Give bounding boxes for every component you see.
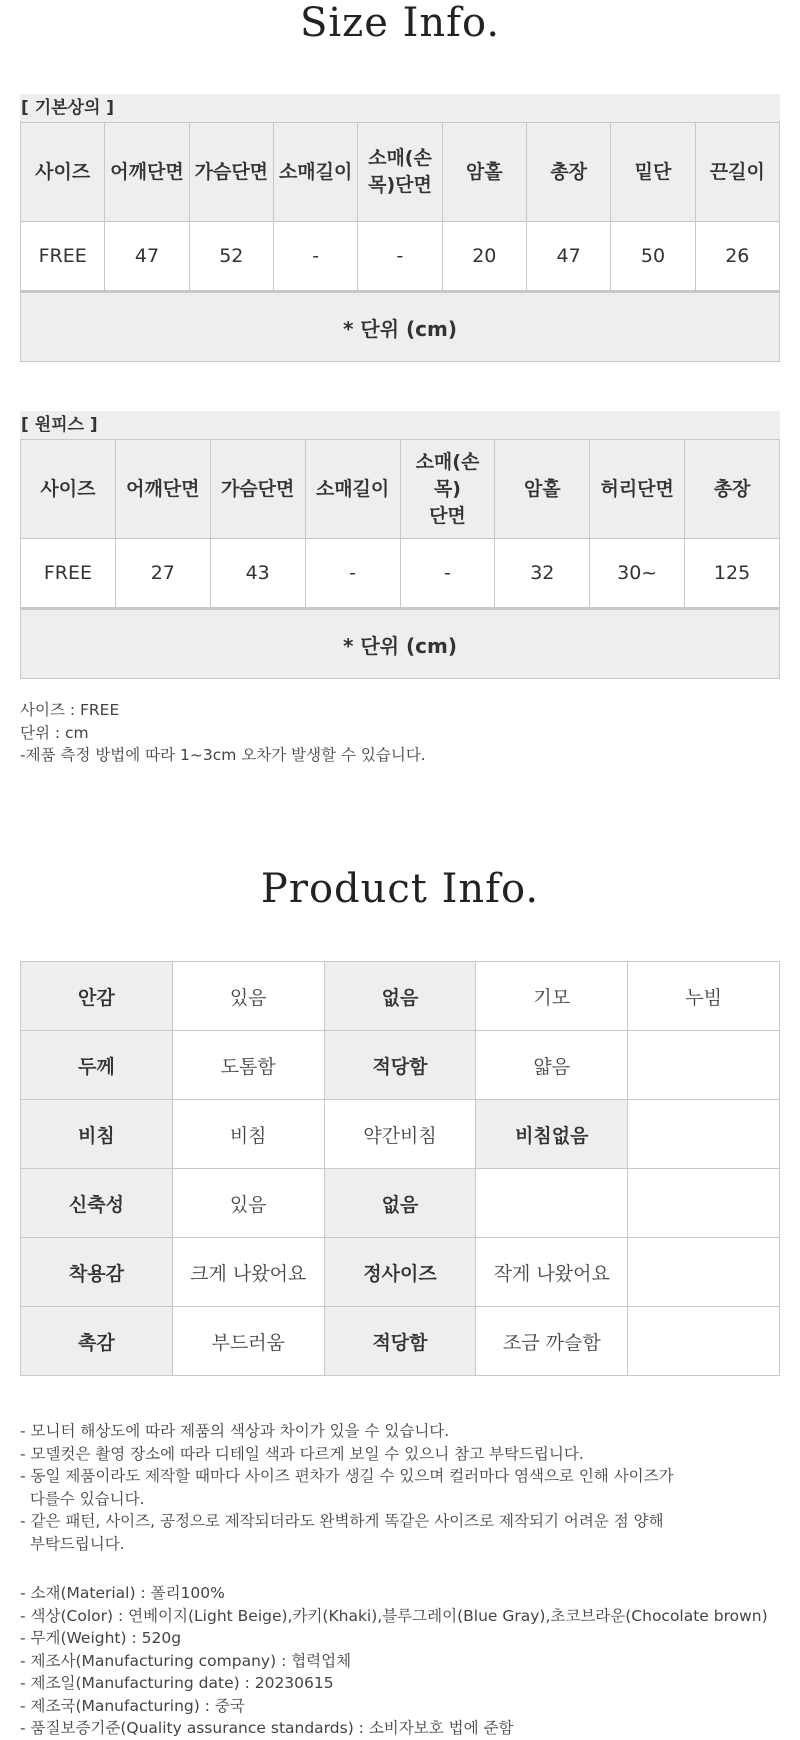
- size-note-line: -제품 측정 방법에 따라 1~3cm 오차가 발생할 수 있습니다.: [20, 746, 426, 764]
- product-attribute-option: [628, 1307, 780, 1376]
- product-info-row: [21, 1100, 780, 1169]
- size-value-cell: -: [358, 222, 442, 292]
- product-note-line: 부탁드립니다.: [20, 1534, 125, 1553]
- size-header-cell: 어깨단면: [105, 123, 189, 222]
- size-header-row: [21, 123, 780, 222]
- size-header-row: [21, 440, 780, 539]
- product-attribute-option: 적당함: [324, 1031, 476, 1100]
- size-header-cell: 소매길이: [305, 440, 400, 539]
- product-attribute-option: [476, 1169, 628, 1238]
- size-value-cell: FREE: [21, 539, 116, 609]
- spec-line-quality: - 품질보증기준(Quality assurance standards) : 소비자보호 법에 준함: [20, 1719, 514, 1737]
- size-value-cell: -: [273, 222, 357, 292]
- size-notes: [20, 699, 790, 767]
- size-value-cell: 47: [526, 222, 610, 292]
- product-attribute-option: 부드러움: [172, 1307, 324, 1376]
- size-header-cell: 소매(손 목)단면: [358, 123, 442, 222]
- size-header-cell: 밑단: [611, 123, 695, 222]
- size-value-cell: FREE: [21, 222, 105, 292]
- size-value-cell: 52: [189, 222, 273, 292]
- product-attribute-label: 신축성: [21, 1169, 173, 1238]
- size-header-cell: 암홀: [442, 123, 526, 222]
- size-value-cell: 47: [105, 222, 189, 292]
- product-info-row: [21, 1307, 780, 1376]
- product-info-row: [21, 1238, 780, 1307]
- product-attribute-label: 안감: [21, 962, 173, 1031]
- product-attribute-option: 누빔: [628, 962, 780, 1031]
- size-value-cell: 30~: [590, 539, 685, 609]
- unit-row: [21, 609, 780, 679]
- product-info-row: [21, 1169, 780, 1238]
- product-specs: [20, 1582, 790, 1740]
- product-attribute-option: 없음: [324, 962, 476, 1031]
- size-header-cell: 사이즈: [21, 123, 105, 222]
- unit-label: * 단위 (cm): [21, 292, 780, 362]
- size-note-line: 사이즈 : FREE: [20, 701, 120, 719]
- product-attribute-option: 정사이즈: [324, 1238, 476, 1307]
- product-notes: [20, 1420, 790, 1555]
- table-caption-onepiece: [ 원피스 ]: [20, 411, 780, 439]
- product-attribute-option: 약간비침: [324, 1100, 476, 1169]
- product-note-line: - 모델컷은 촬영 장소에 따라 디테일 색과 다르게 보일 수 있으니 참고 부탁드립니다.: [20, 1444, 584, 1463]
- product-attribute-option: 크게 나왔어요: [172, 1238, 324, 1307]
- product-attribute-option: 있음: [172, 962, 324, 1031]
- product-attribute-option: [628, 1031, 780, 1100]
- product-attribute-option: 도톰함: [172, 1031, 324, 1100]
- product-note-line: - 같은 패턴, 사이즈, 공정으로 제작되더라도 완벽하게 똑같은 사이즈로 제작되기 어려운 점 양해: [20, 1512, 664, 1530]
- product-info-title: Product Info.: [260, 866, 540, 912]
- product-attribute-option: 비침없음: [476, 1100, 628, 1169]
- size-value-cell: 20: [442, 222, 526, 292]
- product-info-row: [21, 1031, 780, 1100]
- size-value-cell: 26: [695, 222, 779, 292]
- spec-line-date: - 제조일(Manufacturing date) : 20230615: [20, 1674, 334, 1692]
- table-caption-basic-top: [ 기본상의 ]: [20, 94, 780, 122]
- product-attribute-label: 두께: [21, 1031, 173, 1100]
- size-value-cell: 43: [210, 539, 305, 609]
- product-attribute-option: 있음: [172, 1169, 324, 1238]
- size-header-cell: 허리단면: [590, 440, 685, 539]
- size-value-cell: 125: [685, 539, 780, 609]
- product-attribute-option: 조금 까슬함: [476, 1307, 628, 1376]
- size-header-cell: 사이즈: [21, 440, 116, 539]
- size-table-basic-top: [20, 122, 780, 362]
- size-header-cell: 암홀: [495, 440, 590, 539]
- product-attribute-label: 비침: [21, 1100, 173, 1169]
- size-header-cell: 어깨단면: [115, 440, 210, 539]
- product-note-line: - 동일 제품이라도 제작할 때마다 사이즈 편차가 생길 수 있으며 컬러마다 염색으로 인해 사이즈가: [20, 1467, 674, 1485]
- size-value-cell: 32: [495, 539, 590, 609]
- product-attribute-option: [628, 1100, 780, 1169]
- size-header-cell: 소매길이: [273, 123, 357, 222]
- product-note-line: 다를수 있습니다.: [20, 1489, 145, 1508]
- product-attribute-option: 비침: [172, 1100, 324, 1169]
- product-attribute-option: [628, 1238, 780, 1307]
- product-attribute-option: 적당함: [324, 1307, 476, 1376]
- spec-line-manufacturer: - 제조사(Manufacturing company) : 협력업체: [20, 1651, 352, 1670]
- size-header-cell: 끈길이: [695, 123, 779, 222]
- spec-line-color: - 색상(Color) : 연베이지(Light Beige),카키(Khaki),블루그레이(Blue Gray),초코브라운(Chocolate brown): [20, 1606, 768, 1625]
- size-value-cell: -: [305, 539, 400, 609]
- size-value-cell: -: [400, 539, 495, 609]
- product-attribute-option: 기모: [476, 962, 628, 1031]
- size-header-cell: 총장: [526, 123, 610, 222]
- product-attribute-option: 없음: [324, 1169, 476, 1238]
- product-attribute-option: [628, 1169, 780, 1238]
- product-attribute-label: 촉감: [21, 1307, 173, 1376]
- size-value-row: [21, 222, 780, 292]
- unit-row: [21, 292, 780, 362]
- spec-line-country: - 제조국(Manufacturing) : 중국: [20, 1696, 245, 1715]
- size-value-row: [21, 539, 780, 609]
- product-attribute-option: 얇음: [476, 1031, 628, 1100]
- spec-line-weight: - 무게(Weight) : 520g: [20, 1629, 182, 1647]
- product-attribute-label: 착용감: [21, 1238, 173, 1307]
- product-attribute-option: 작게 나왔어요: [476, 1238, 628, 1307]
- size-note-line: 단위 : cm: [20, 723, 89, 742]
- unit-label: * 단위 (cm): [21, 609, 780, 679]
- spec-line-material: - 소재(Material) : 폴리100%: [20, 1584, 225, 1602]
- product-info-table: [20, 961, 780, 1376]
- size-header-cell: 가슴단면: [189, 123, 273, 222]
- size-value-cell: 27: [115, 539, 210, 609]
- product-info-row: [21, 962, 780, 1031]
- size-header-cell: 가슴단면: [210, 440, 305, 539]
- size-info-title: Size Info.: [299, 0, 501, 46]
- product-note-line: - 모니터 해상도에 따라 제품의 색상과 차이가 있을 수 있습니다.: [20, 1422, 450, 1440]
- size-header-cell: 총장: [685, 440, 780, 539]
- size-header-cell: 소매(손목) 단면: [400, 440, 495, 539]
- size-value-cell: 50: [611, 222, 695, 292]
- size-table-onepiece: [20, 439, 780, 679]
